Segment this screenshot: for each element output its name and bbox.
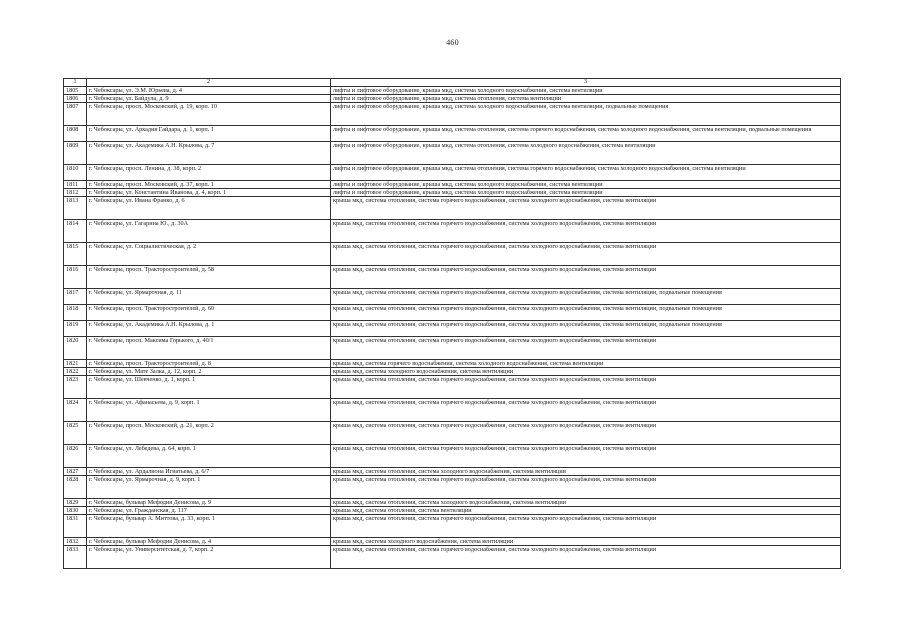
- address-cell: г. Чебоксары, просп. Московский, д. 37, корп. 1: [87, 181, 331, 189]
- row-number-cell: 1828: [64, 476, 87, 499]
- header-row: [64, 79, 841, 87]
- elements-cell: крыша мкд, система отопления, система горячего водоснабжения, система холодного водоснабжения, система вентиляции: [331, 376, 841, 399]
- address-cell: г. Чебоксары, ул. Константина Иванова, д. 4, корп. 1: [87, 189, 331, 197]
- row-number-cell: 1822: [64, 368, 87, 376]
- header-cell-number: 1: [64, 79, 87, 87]
- table-row: [64, 165, 841, 181]
- table-row: [64, 189, 841, 197]
- address-cell: г. Чебоксары, ул. Аркадия Гайдара, д. 1, корп. 1: [87, 126, 331, 142]
- elements-cell: крыша мкд, система отопления, система горячего водоснабжения, система холодного водоснабжения, система вентиляции: [331, 445, 841, 468]
- elements-cell: крыша мкд, система отопления, система горячего водоснабжения, система холодного водоснабжения, система вентиляции: [331, 422, 841, 445]
- address-cell: г. Чебоксары, ул. Гражданская, д. 117: [87, 507, 331, 515]
- elements-cell: крыша мкд, система отопления, система горячего водоснабжения, система холодного водоснабжения, система вентиляции: [331, 243, 841, 266]
- row-number-cell: 1814: [64, 220, 87, 243]
- table-row: [64, 220, 841, 243]
- address-cell: г. Чебоксары, ул. Э.М. Юрьева, д. 4: [87, 87, 331, 95]
- table-row: [64, 515, 841, 538]
- row-number-cell: 1830: [64, 507, 87, 515]
- registry-table: [63, 78, 841, 569]
- row-number-cell: 1832: [64, 538, 87, 546]
- elements-cell: крыша мкд, система отопления, система вентиляции: [331, 507, 841, 515]
- table-row: [64, 468, 841, 476]
- row-number-cell: 1829: [64, 499, 87, 507]
- row-number-cell: 1821: [64, 360, 87, 368]
- address-cell: г. Чебоксары, ул. Гагарина Ю., д. 30А: [87, 220, 331, 243]
- elements-cell: крыша мкд, система холодного водоснабжения, система вентиляции: [331, 538, 841, 546]
- row-number-cell: 1831: [64, 515, 87, 538]
- row-number-cell: 1808: [64, 126, 87, 142]
- address-cell: г. Чебоксары, просп. Ленина, д. 38, корп. 2: [87, 165, 331, 181]
- table-row: [64, 445, 841, 468]
- row-number-cell: 1809: [64, 142, 87, 165]
- elements-cell: лифты и лифтовое оборудование, крыша мкд, система холодного водоснабжения, система вентиляции: [331, 189, 841, 197]
- table-row: [64, 103, 841, 126]
- table-row: [64, 337, 841, 360]
- row-number-cell: 1827: [64, 468, 87, 476]
- header-cell-elements: 3: [331, 79, 841, 87]
- row-number-cell: 1811: [64, 181, 87, 189]
- table-row: [64, 321, 841, 337]
- elements-cell: лифты и лифтовое оборудование, крыша мкд, система холодного водоснабжения, система вентиляции: [331, 181, 841, 189]
- address-cell: г. Чебоксары, бульвар Мефодия Денисова, д. 4: [87, 538, 331, 546]
- table-row: [64, 376, 841, 399]
- address-cell: г. Чебоксары, просп. Тракторостроителей, д. 8: [87, 360, 331, 368]
- address-cell: г. Чебоксары, просп. Тракторостроителей, д. 60: [87, 305, 331, 321]
- elements-cell: крыша мкд, система отопления, система горячего водоснабжения, система холодного водоснабжения, система вентиляции: [331, 515, 841, 538]
- elements-cell: крыша мкд, система отопления, система горячего водоснабжения, система холодного водоснабжения, система вентиляции: [331, 197, 841, 220]
- address-cell: г. Чебоксары, бульвар Мефодия Денисова, д. 9: [87, 499, 331, 507]
- row-number-cell: 1810: [64, 165, 87, 181]
- address-cell: г. Чебоксары, ул. Академика А.Н. Крылова, д. 7: [87, 142, 331, 165]
- elements-cell: крыша мкд, система отопления, система горячего водоснабжения, система холодного водоснабжения, система вентиляции: [331, 220, 841, 243]
- table-row: [64, 399, 841, 422]
- row-number-cell: 1807: [64, 103, 87, 126]
- table-row: [64, 360, 841, 368]
- table-row: [64, 507, 841, 515]
- elements-cell: крыша мкд, система отопления, система холодного водоснабжения, система вентиляции: [331, 499, 841, 507]
- table-row: [64, 289, 841, 305]
- address-cell: г. Чебоксары, ул. Университетская, д. 7, корп. 2: [87, 546, 331, 569]
- elements-cell: лифты и лифтовое оборудование, крыша мкд, система холодного водоснабжения, система вентиляции: [331, 87, 841, 95]
- elements-cell: крыша мкд, система отопления, система холодного водоснабжения, система вентиляции: [331, 468, 841, 476]
- row-number-cell: 1815: [64, 243, 87, 266]
- row-number-cell: 1813: [64, 197, 87, 220]
- table-row: [64, 142, 841, 165]
- elements-cell: крыша мкд, система отопления, система горячего водоснабжения, система холодного водоснабжения, система вентиляции, подвальные помещения: [331, 305, 841, 321]
- table-row: [64, 305, 841, 321]
- table-row: [64, 266, 841, 289]
- elements-cell: лифты и лифтовое оборудование, крыша мкд, система отопления, система горячего водоснабжения, система холодного водоснабжения, система вентиляции: [331, 165, 841, 181]
- row-number-cell: 1825: [64, 422, 87, 445]
- table-row: [64, 126, 841, 142]
- address-cell: г. Чебоксары, ул. Ярмарочная, д. 9, корп. 1: [87, 476, 331, 499]
- address-cell: г. Чебоксары, просп. Максима Горького, д. 40/1: [87, 337, 331, 360]
- row-number-cell: 1833: [64, 546, 87, 569]
- address-cell: г. Чебоксары, ул. Ивана Франко, д. 6: [87, 197, 331, 220]
- table-row: [64, 499, 841, 507]
- elements-cell: лифты и лифтовое оборудование, крыша мкд, система отопления, система горячего водоснабжения, система холодного водоснабжения, система вентиляции, подвальные помещения: [331, 126, 841, 142]
- table-row: [64, 538, 841, 546]
- address-cell: г. Чебоксары, ул. Шевченко, д. 1, корп. 1: [87, 376, 331, 399]
- row-number-cell: 1824: [64, 399, 87, 422]
- row-number-cell: 1816: [64, 266, 87, 289]
- row-number-cell: 1805: [64, 87, 87, 95]
- elements-cell: лифты и лифтовое оборудование, крыша мкд, система холодного водоснабжения, система вентиляции, подвальные помещения: [331, 103, 841, 126]
- elements-cell: крыша мкд, система отопления, система горячего водоснабжения, система холодного водоснабжения, система вентиляции: [331, 266, 841, 289]
- address-cell: г. Чебоксары, ул. Мате Залка, д. 12, корп. 2: [87, 368, 331, 376]
- page-number: 460: [446, 38, 459, 47]
- table-row: [64, 368, 841, 376]
- row-number-cell: 1820: [64, 337, 87, 360]
- table-row: [64, 546, 841, 569]
- address-cell: г. Чебоксары, ул. Ярмарочная, д. 11: [87, 289, 331, 305]
- row-number-cell: 1823: [64, 376, 87, 399]
- elements-cell: крыша мкд, система отопления, система горячего водоснабжения, система холодного водоснабжения, система вентиляции, подвальные помещения: [331, 289, 841, 305]
- address-cell: г. Чебоксары, ул. Афанасьева, д. 9, корп. 1: [87, 399, 331, 422]
- address-cell: г. Чебоксары, ул. Байдула, д. 9: [87, 95, 331, 103]
- elements-cell: крыша мкд, система отопления, система горячего водоснабжения, система холодного водоснабжения, система вентиляции: [331, 546, 841, 569]
- table-row: [64, 243, 841, 266]
- elements-cell: крыша мкд, система холодного водоснабжения, система вентиляции: [331, 368, 841, 376]
- row-number-cell: 1812: [64, 189, 87, 197]
- header-cell-address: 2: [87, 79, 331, 87]
- table-row: [64, 197, 841, 220]
- address-cell: г. Чебоксары, ул. Академика А.Н. Крылова, д. 1: [87, 321, 331, 337]
- elements-cell: крыша мкд, система отопления, система горячего водоснабжения, система холодного водоснабжения, система вентиляции: [331, 399, 841, 422]
- elements-cell: лифты и лифтовое оборудование, крыша мкд, система отопления, система вентиляции: [331, 95, 841, 103]
- row-number-cell: 1817: [64, 289, 87, 305]
- elements-cell: крыша мкд, система горячего водоснабжения, система холодного водоснабжения, система вентиляции: [331, 360, 841, 368]
- elements-cell: лифты и лифтовое оборудование, крыша мкд, система отопления, система холодного водоснабжения, система вентиляции: [331, 142, 841, 165]
- address-cell: г. Чебоксары, просп. Тракторостроителей, д. 58: [87, 266, 331, 289]
- table-row: [64, 87, 841, 95]
- address-cell: г. Чебоксары, ул. Лебедева, д. 64, корп. 1: [87, 445, 331, 468]
- address-cell: г. Чебоксары, ул. Ардалиона Игнатьева, д. 6/7: [87, 468, 331, 476]
- address-cell: г. Чебоксары, просп. Московский, д. 19, корп. 10: [87, 103, 331, 126]
- row-number-cell: 1806: [64, 95, 87, 103]
- elements-cell: крыша мкд, система отопления, система горячего водоснабжения, система холодного водоснабжения, система вентиляции, подвальные помещения: [331, 321, 841, 337]
- address-cell: г. Чебоксары, ул. Социалистическая, д. 2: [87, 243, 331, 266]
- row-number-cell: 1826: [64, 445, 87, 468]
- table-row: [64, 95, 841, 103]
- elements-cell: крыша мкд, система отопления, система горячего водоснабжения, система холодного водоснабжения, система вентиляции: [331, 476, 841, 499]
- table-row: [64, 181, 841, 189]
- address-cell: г. Чебоксары, просп. Московский, д. 21, корп. 2: [87, 422, 331, 445]
- table-row: [64, 422, 841, 445]
- row-number-cell: 1818: [64, 305, 87, 321]
- elements-cell: крыша мкд, система отопления, система горячего водоснабжения, система холодного водоснабжения, система вентиляции: [331, 337, 841, 360]
- row-number-cell: 1819: [64, 321, 87, 337]
- table-row: [64, 476, 841, 499]
- address-cell: г. Чебоксары, бульвар А. Миттова, д. 33, корп. 1: [87, 515, 331, 538]
